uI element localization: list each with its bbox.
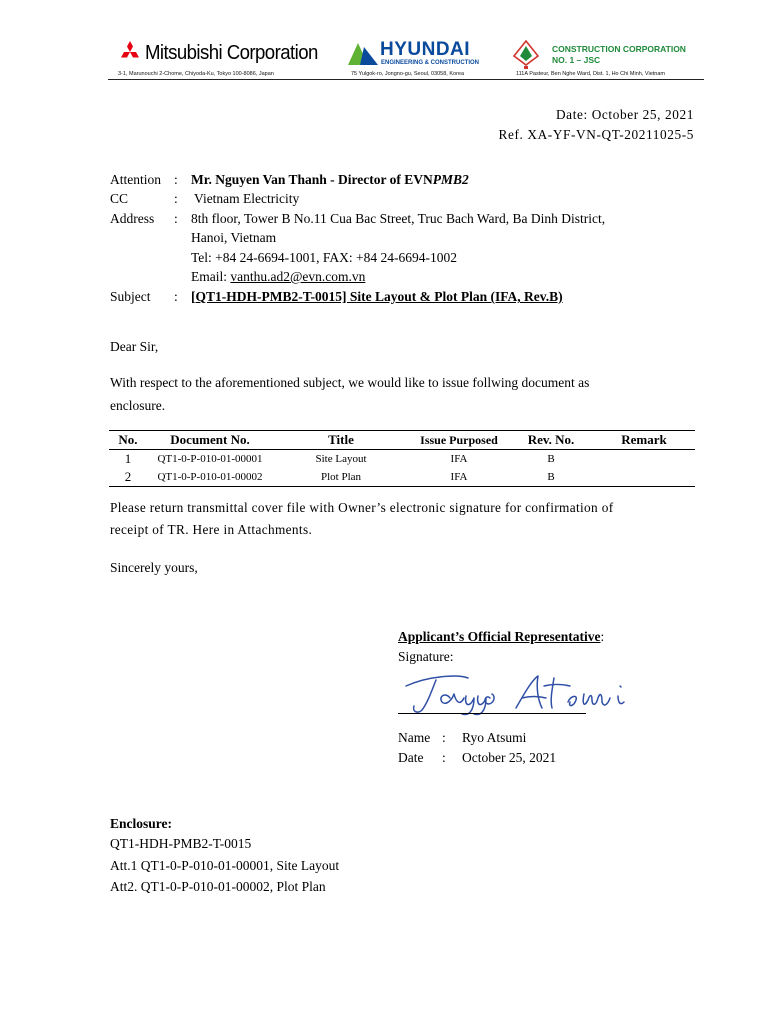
col-title: Title xyxy=(328,432,354,447)
mitsubishi-address: 3-1, Marunouchi 2-Chome, Chiyoda-Ku, Tokyo 100-8086, Japan xyxy=(118,71,274,77)
cell-doc-no: QT1-0-P-010-01-00001 xyxy=(157,453,263,465)
letterhead-divider xyxy=(108,79,704,80)
cc1-name: CONSTRUCTION CORPORATION NO. 1 – JSC xyxy=(552,44,686,65)
intro-line-2: enclosure. xyxy=(110,398,166,413)
hyundai-address: 75 Yulgok-ro, Jongno-gu, Seoul, 03058, Korea xyxy=(351,71,465,77)
col-issue: Issue Purposed xyxy=(420,432,498,447)
cell-remark xyxy=(593,468,695,487)
mitsubishi-name: Mitsubishi Corporation xyxy=(145,42,318,64)
attention-colon: : xyxy=(174,172,178,187)
enclosure-title: Enclosure: xyxy=(110,816,173,831)
cell-doc-no: QT1-0-P-010-01-00002 xyxy=(157,471,263,483)
name-label: Name xyxy=(398,730,431,745)
cell-no: 2 xyxy=(124,469,132,484)
address-email: Email: vanthu.ad2@evn.com.vn xyxy=(191,269,366,284)
cc-value: Vietnam Electricity xyxy=(194,191,300,206)
cc1-address: 111A Pasteur, Ben Nghe Ward, Dist. 1, Ho Chi Minh, Vietnam xyxy=(516,71,665,77)
cell-rev: B xyxy=(547,471,555,483)
subject-label: Subject xyxy=(110,289,151,304)
col-no: No. xyxy=(118,432,138,447)
hyundai-subtitle: ENGINEERING & CONSTRUCTION xyxy=(381,60,480,66)
enclosure-item: Att2. QT1-0-P-010-01-00002, Plot Plan xyxy=(110,879,326,894)
subject-colon: : xyxy=(174,289,178,304)
cc1-emblem-icon xyxy=(512,40,540,70)
address-line2: Hanoi, Vietnam xyxy=(191,230,277,245)
date-value: October 25, 2021 xyxy=(462,750,557,765)
col-rev: Rev. No. xyxy=(527,432,575,447)
cell-title: Site Layout xyxy=(315,453,367,465)
closing: Sincerely yours, xyxy=(110,560,198,575)
cell-rev: B xyxy=(547,453,555,465)
name-value: Ryo Atsumi xyxy=(462,730,527,745)
letterhead xyxy=(108,38,704,90)
table-header-row xyxy=(109,431,695,450)
date-colon: : xyxy=(442,750,446,765)
date-label: Date xyxy=(398,750,424,765)
salutation: Dear Sir, xyxy=(110,339,159,354)
name-colon: : xyxy=(442,730,446,745)
cell-issue: IFA xyxy=(450,471,468,483)
hyundai-name: HYUNDAI xyxy=(380,39,471,60)
cell-issue: IFA xyxy=(450,453,468,465)
address-line1: 8th floor, Tower B No.11 Cua Bac Street, Truc Bach Ward, Ba Dinh District, xyxy=(191,211,606,226)
col-remark: Remark xyxy=(621,432,667,447)
signature-heading: Applicant’s Official Representative: xyxy=(398,629,605,644)
cell-title: Plot Plan xyxy=(320,471,362,483)
mitsubishi-three-diamonds-icon xyxy=(118,41,142,63)
letter-ref: Ref. XA-YF-VN-QT-20211025-5 xyxy=(498,127,694,142)
subject-value: [QT1-HDH-PMB2-T-0015] Site Layout & Plot Plan (IFA, Rev.B) xyxy=(191,289,563,304)
address-tel: Tel: +84 24-6694-1001, FAX: +84 24-6694-1002 xyxy=(191,250,458,265)
address-colon: : xyxy=(174,211,178,226)
email-link[interactable]: vanthu.ad2@evn.com.vn xyxy=(230,269,366,284)
return-line-2: receipt of TR. Here in Attachments. xyxy=(110,522,313,537)
enclosure-item: Att.1 QT1-0-P-010-01-00001, Site Layout xyxy=(110,858,340,873)
cc-label: CC xyxy=(110,191,129,206)
letter-date: Date: October 25, 2021 xyxy=(555,107,694,122)
handwritten-signature xyxy=(398,668,648,716)
cell-no: 1 xyxy=(124,451,132,466)
col-doc-no: Document No. xyxy=(170,432,250,447)
attention-label: Attention xyxy=(110,172,161,187)
return-line-1: Please return transmittal cover file with Owner’s electronic signature for confirmation of xyxy=(110,500,614,515)
hyundai-triangle-icon xyxy=(348,43,378,65)
intro-line-1: With respect to the aforementioned subject, we would like to issue follwing document as xyxy=(110,375,590,390)
signature-label: Signature: xyxy=(398,649,454,664)
address-label: Address xyxy=(110,211,155,226)
enclosure-item: QT1-HDH-PMB2-T-0015 xyxy=(110,836,252,851)
cell-remark xyxy=(593,450,695,469)
cc-colon: : xyxy=(174,191,178,206)
attention-value: Mr. Nguyen Van Thanh - Director of EVNPMB2 xyxy=(191,172,469,187)
table-row xyxy=(109,468,695,487)
table-row xyxy=(109,450,695,469)
signature-line xyxy=(398,713,586,714)
document-table xyxy=(109,430,695,487)
